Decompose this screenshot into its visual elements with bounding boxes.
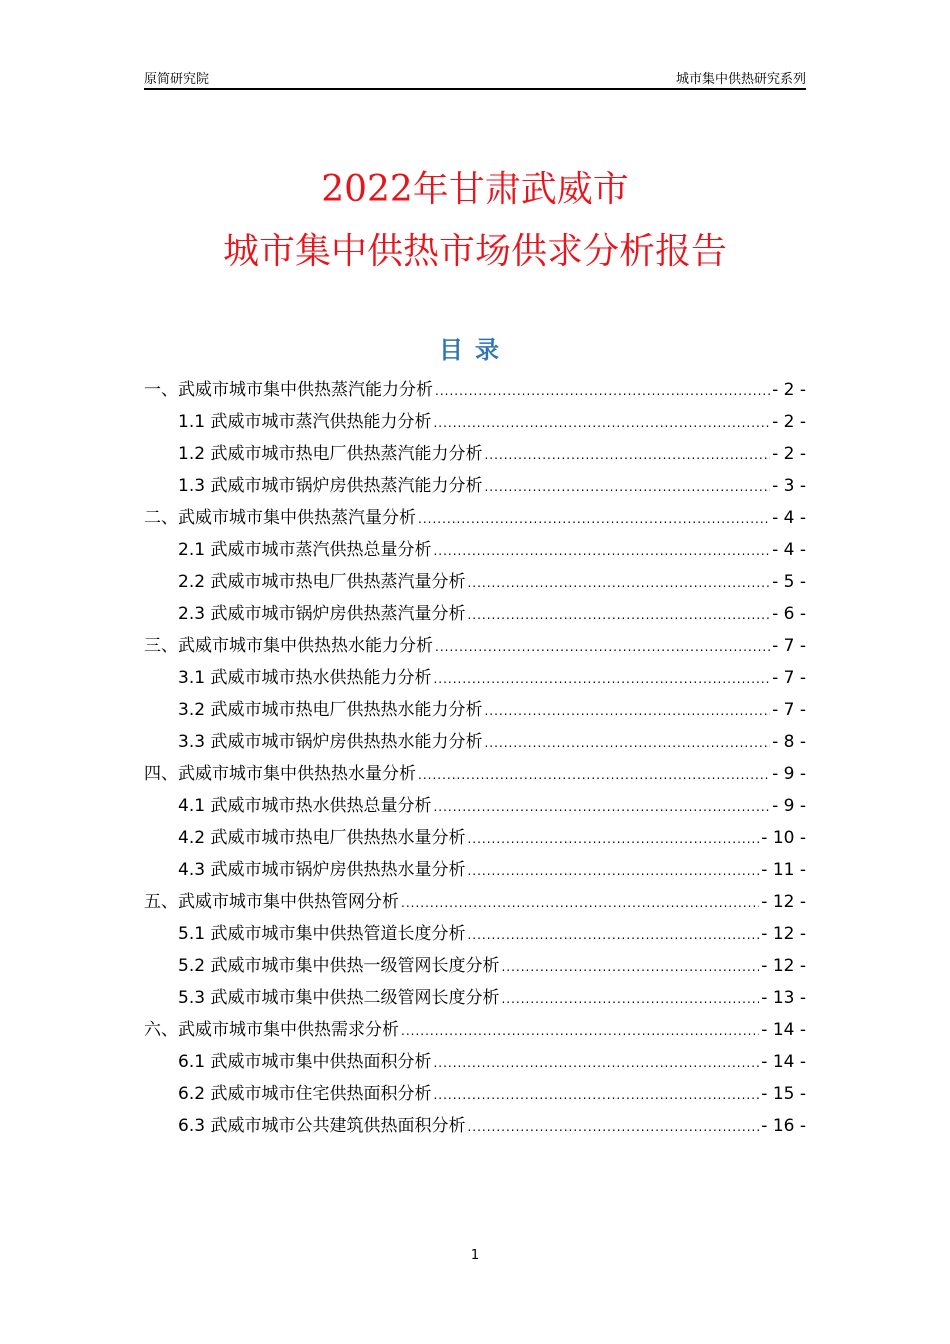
toc-entry-text: 3.2 武威市城市热电厂供热热水能力分析	[178, 700, 483, 720]
toc-page-number: - 5 -	[772, 572, 806, 592]
toc-page-number: - 4 -	[772, 508, 806, 528]
toc-entry-text: 六、武威市城市集中供热需求分析	[144, 1020, 399, 1040]
toc-page-number: - 4 -	[772, 540, 806, 560]
toc-entry-text: 6.3 武威市城市公共建筑供热面积分析	[178, 1116, 466, 1136]
toc-chapter-link[interactable]	[144, 886, 806, 918]
toc-section-link[interactable]	[144, 598, 806, 630]
toc-leader-dots	[401, 1015, 759, 1047]
toc-leader-dots	[467, 823, 759, 855]
toc-section-link[interactable]	[144, 982, 806, 1014]
toc-leader-dots	[467, 567, 770, 599]
toc-section-link[interactable]	[144, 726, 806, 758]
page-number: 1	[470, 1248, 480, 1263]
toc-page-number: - 7 -	[772, 668, 806, 688]
table-of-contents	[144, 374, 806, 1142]
toc-section-link[interactable]	[144, 1110, 806, 1142]
toc-entry-text: 3.1 武威市城市热水供热能力分析	[178, 668, 432, 688]
toc-page-number: - 2 -	[772, 412, 806, 432]
toc-leader-dots	[433, 535, 770, 567]
toc-entry-text: 1.2 武威市城市热电厂供热蒸汽能力分析	[178, 444, 483, 464]
toc-page-number: - 6 -	[772, 604, 806, 624]
toc-entry-text: 5.1 武威市城市集中供热管道长度分析	[178, 924, 466, 944]
page-header	[144, 68, 806, 90]
header-series: 城市集中供热研究系列	[675, 72, 806, 87]
toc-entry-text: 二、武威市城市集中供热蒸汽量分析	[144, 508, 416, 528]
toc-entry-text: 五、武威市城市集中供热管网分析	[144, 892, 399, 912]
toc-entry-text: 2.2 武威市城市热电厂供热蒸汽量分析	[178, 572, 466, 592]
toc-leader-dots	[433, 663, 770, 695]
toc-heading: 目录	[439, 336, 511, 364]
toc-leader-dots	[433, 1047, 759, 1079]
toc-page-number: - 14 -	[761, 1020, 806, 1040]
toc-chapter-link[interactable]	[144, 374, 806, 406]
toc-entry-text: 4.1 武威市城市热水供热总量分析	[178, 796, 432, 816]
toc-page-number: - 16 -	[761, 1116, 806, 1136]
toc-leader-dots	[401, 887, 759, 919]
toc-leader-dots	[484, 471, 770, 503]
toc-entry-text: 2.1 武威市城市蒸汽供热总量分析	[178, 540, 432, 560]
toc-leader-dots	[484, 695, 770, 727]
toc-entry-text: 1.3 武威市城市锅炉房供热蒸汽能力分析	[178, 476, 483, 496]
toc-leader-dots	[467, 919, 759, 951]
toc-section-link[interactable]	[144, 1078, 806, 1110]
toc-section-link[interactable]	[144, 662, 806, 694]
toc-entry-text: 6.2 武威市城市住宅供热面积分析	[178, 1084, 432, 1104]
toc-section-link[interactable]	[144, 950, 806, 982]
toc-leader-dots	[433, 791, 770, 823]
toc-leader-dots	[501, 951, 759, 983]
toc-page-number: - 10 -	[761, 828, 806, 848]
toc-leader-dots	[484, 727, 770, 759]
toc-leader-dots	[418, 503, 770, 535]
toc-chapter-link[interactable]	[144, 1014, 806, 1046]
toc-section-link[interactable]	[144, 1046, 806, 1078]
toc-section-link[interactable]	[144, 854, 806, 886]
toc-page-number: - 15 -	[761, 1084, 806, 1104]
toc-section-link[interactable]	[144, 406, 806, 438]
toc-section-link[interactable]	[144, 534, 806, 566]
toc-section-link[interactable]	[144, 470, 806, 502]
toc-entry-text: 四、武威市城市集中供热热水量分析	[144, 764, 416, 784]
toc-leader-dots	[501, 983, 759, 1015]
toc-entry-text: 3.3 武威市城市锅炉房供热热水能力分析	[178, 732, 483, 752]
toc-entry-text: 4.2 武威市城市热电厂供热热水量分析	[178, 828, 466, 848]
toc-section-link[interactable]	[144, 694, 806, 726]
toc-leader-dots	[467, 855, 759, 887]
toc-chapter-link[interactable]	[144, 630, 806, 662]
toc-page-number: - 12 -	[761, 956, 806, 976]
toc-page-number: - 9 -	[772, 764, 806, 784]
toc-leader-dots	[484, 439, 770, 471]
toc-page-number: - 7 -	[772, 636, 806, 656]
toc-entry-text: 三、武威市城市集中供热热水能力分析	[144, 636, 433, 656]
toc-section-link[interactable]	[144, 918, 806, 950]
toc-page-number: - 13 -	[761, 988, 806, 1008]
report-title-line1: 2022年甘肃武威市	[321, 169, 629, 210]
toc-entry-text: 6.1 武威市城市集中供热面积分析	[178, 1052, 432, 1072]
toc-section-link[interactable]	[144, 438, 806, 470]
toc-page-number: - 11 -	[761, 860, 806, 880]
toc-page-number: - 2 -	[772, 444, 806, 464]
toc-page-number: - 2 -	[772, 380, 806, 400]
toc-page-number: - 12 -	[761, 892, 806, 912]
toc-entry-text: 一、武威市城市集中供热蒸汽能力分析	[144, 380, 433, 400]
toc-leader-dots	[418, 759, 770, 791]
toc-page-number: - 12 -	[761, 924, 806, 944]
toc-leader-dots	[435, 375, 770, 407]
toc-page-number: - 3 -	[772, 476, 806, 496]
toc-page-number: - 14 -	[761, 1052, 806, 1072]
toc-chapter-link[interactable]	[144, 758, 806, 790]
toc-entry-text: 1.1 武威市城市蒸汽供热能力分析	[178, 412, 432, 432]
toc-section-link[interactable]	[144, 822, 806, 854]
toc-section-link[interactable]	[144, 790, 806, 822]
toc-chapter-link[interactable]	[144, 502, 806, 534]
toc-entry-text: 4.3 武威市城市锅炉房供热热水量分析	[178, 860, 466, 880]
toc-section-link[interactable]	[144, 566, 806, 598]
toc-leader-dots	[467, 599, 770, 631]
toc-leader-dots	[433, 407, 770, 439]
toc-entry-text: 5.3 武威市城市集中供热二级管网长度分析	[178, 988, 500, 1008]
toc-leader-dots	[435, 631, 770, 663]
toc-entry-text: 5.2 武威市城市集中供热一级管网长度分析	[178, 956, 500, 976]
toc-page-number: - 7 -	[772, 700, 806, 720]
toc-page-number: - 8 -	[772, 732, 806, 752]
toc-page-number: - 9 -	[772, 796, 806, 816]
header-publisher: 原简研究院	[144, 72, 210, 87]
toc-entry-text: 2.3 武威市城市锅炉房供热蒸汽量分析	[178, 604, 466, 624]
report-title-line2: 城市集中供热市场供求分析报告	[222, 231, 727, 272]
toc-leader-dots	[433, 1079, 759, 1111]
toc-leader-dots	[467, 1111, 759, 1143]
